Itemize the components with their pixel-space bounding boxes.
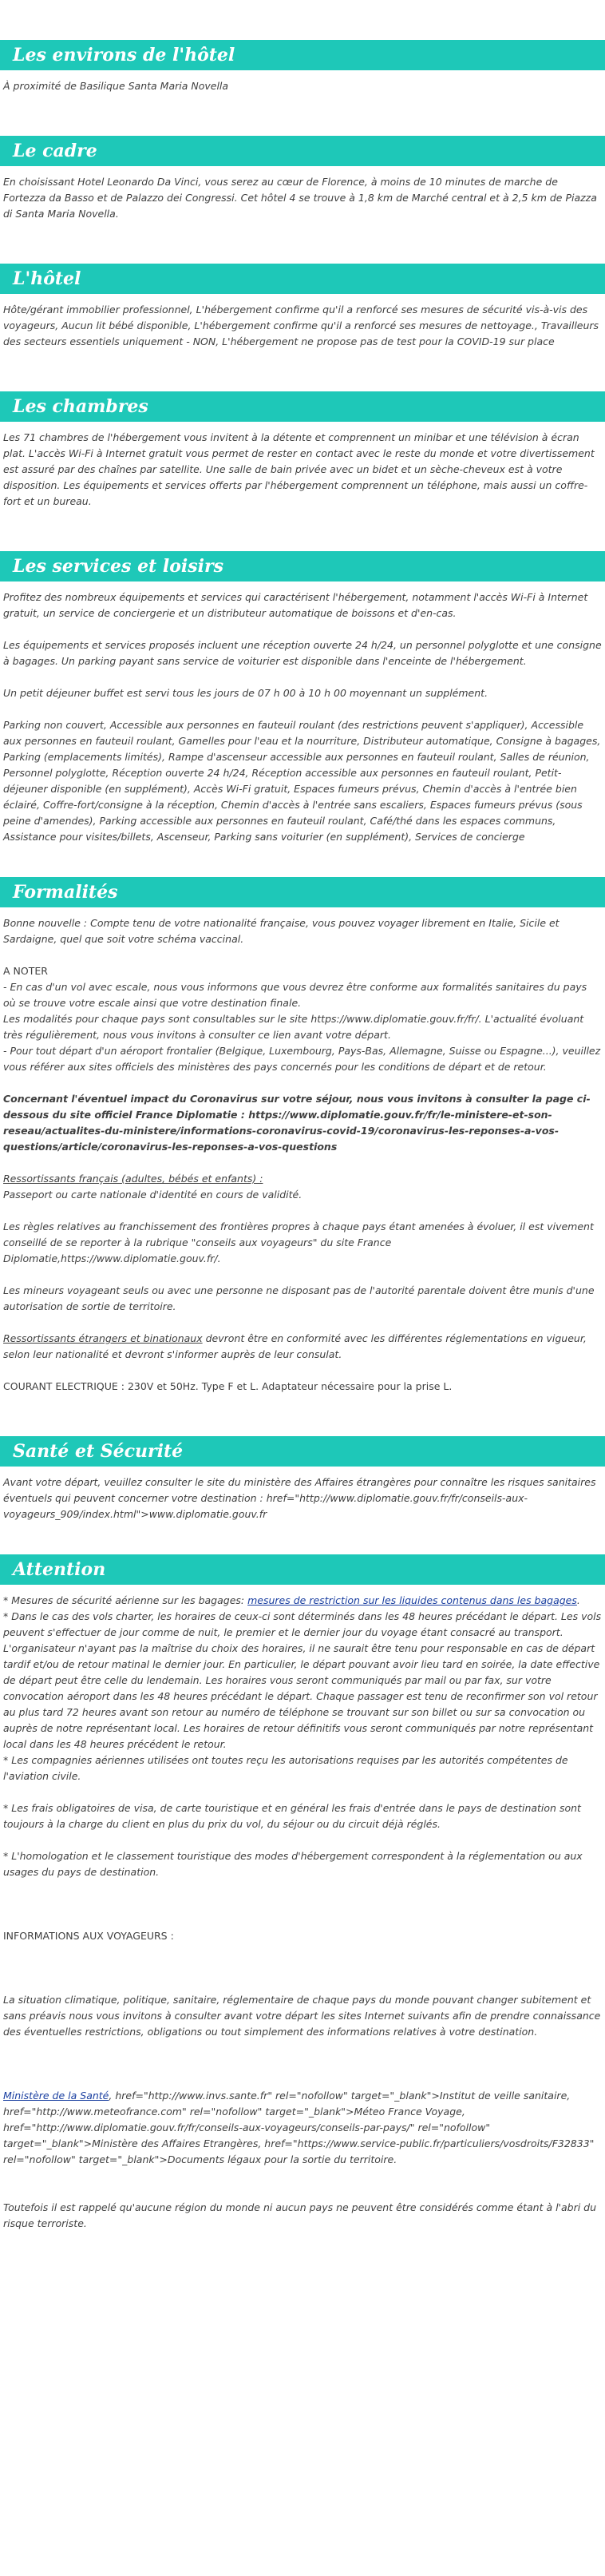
sante-text: Avant votre départ, veuillez consulter le site du ministère des Affaires étrangères pour connaître les risques sanitaires éventuels qui peuvent concerner votre destination : href="http://www.diplomatie.gouv.fr/fr/conseils-aux-voyageurs_909/index.html">www.diplomatie.gouv.fr <box>3 1476 596 1520</box>
ministere-rest: , href="http://www.invs.sante.fr" rel="nofollow" target="_blank">Institut de veille sanitaire, href="http://www.meteofrance.com" rel="nofollow" target="_blank">Méteo France Voyage, href="http://www.diplomatie.gouv.fr/fr/conseils-aux-voyageurs/conseils-par-pays/" rel="nofollow" target="_blank">Ministère des Affaires Etrangères, href="https://www.service-public.fr/particuliers/vosdroits/F32833" rel="nofollow" target="_blank">Documents légaux pour la sortie du territoire. <box>3 2090 595 2165</box>
section-body-environs <box>0 70 605 94</box>
section-title-chambres: Les chambres <box>0 391 605 422</box>
ministere-sante-link[interactable]: Ministère de la Santé <box>3 2090 109 2102</box>
environs-text: À proximité de Basilique Santa Maria Novella <box>3 80 229 92</box>
frontieres-paragraph: Les règles relatives au franchissement des frontières propres à chaque pays étant amenées à évoluer, il est vivement conseillé de se reporter à la rubrique "conseils aux voyageurs" du site France Diplomatie,https://www.diplomatie.gouv.fr/. <box>3 1221 594 1264</box>
section-body-services <box>0 581 605 845</box>
section-environs <box>0 0 605 94</box>
section-body-hotel <box>0 294 605 350</box>
bagages-restriction-link[interactable]: mesures de restriction sur les liquides contenus dans les bagages <box>247 1594 577 1606</box>
section-cadre <box>0 94 605 222</box>
section-title-hotel: L'hôtel <box>0 264 605 294</box>
section-sante <box>0 1395 605 1522</box>
section-body-sante <box>0 1467 605 1522</box>
section-body-attention <box>0 1585 605 2232</box>
ministere-paragraph <box>3 2088 602 2168</box>
section-body-cadre <box>0 166 605 222</box>
services-paragraph-4: Parking non couvert, Accessible aux personnes en fauteuil roulant (des restrictions peuvent s'appliquer), Accessible aux personnes en fauteuil roulant, Gamelles pour l'eau et la nourriture, Distributeur automatique, Consigne à bagages, Parking (emplacements limités), Rampe d'ascenseur accessible aux personnes en fauteuil roulant, Salles de réunion, Personnel polyglotte, Réception ouverte 24 h/24, Réception accessible aux personnes en fauteuil roulant, Petit-déjeuner disponible (en supplément), Accès Wi-Fi gratuit, Espaces fumeurs prévus, Chemin d'accès à l'entrée bien éclairé, Coffre-fort/consigne à la réception, Chemin d'accès à l'entrée sans escaliers, Espaces fumeurs prévus (sous peine d'amendes), Parking accessible aux personnes en fauteuil roulant, Café/thé dans les espaces communs, Assistance pour visites/billets, Ascenseur, Parking sans voiturier (en supplément), Services de concierge <box>3 719 601 843</box>
bagages-suffix: . <box>576 1594 580 1606</box>
services-paragraph-2: Les équipements et services proposés incluent une réception ouverte 24 h/24, un personnel polyglotte et une consigne à bagages. Un parking payant sans service de voiturier est disponible dans l'enceinte de l'hébergement. <box>3 639 602 667</box>
section-attention <box>0 1522 605 2232</box>
noter-line-1: - En cas d'un vol avec escale, nous vous informons que vous devrez être conforme aux formalités sanitaires du pays où se trouve votre escale ainsi que votre destination finale. <box>3 981 587 1009</box>
chambres-text: Les 71 chambres de l'hébergement vous invitent à la détente et comprennent un minibar et une télévision à écran plat. L'accès Wi-Fi à Internet gratuit vous permet de rester en contact avec le reste du monde et votre divertissement est assuré par des chaînes par satellite. Une salle de bain privée avec un bidet et un sèche-cheveux est à votre disposition. Les équipements et services offerts par l'hébergement comprennent un téléphone, mais aussi un coffre-fort et un bureau. <box>3 431 595 507</box>
charter-paragraph: * Dans le cas des vols charter, les horaires de ceux-ci sont déterminés dans les 48 heures précédant le départ. Les vols peuvent s'effectuer de jour comme de nuit, le premier et le dernier jour du voyage étant consacré au transport. L'organisateur n'ayant pas la maîtrise du choix des horaires, il ne saurait être tenu pour responsable en cas de départ tardif et/ou de retour matinal le dernier jour. En particulier, le départ pouvant avoir lieu tard en soirée, la date effective de départ peut être celle du lendemain. Les horaires vous seront communiqués par mail ou par fax, sur votre convocation aéroport dans les 48 heures précédant le départ. Chaque passager est tenu de reconfirmer son vol retour au plus tard 72 heures avant son retour au numéro de téléphone se trouvant sur son billet ou sur sa convocation ou auprès de notre représentant local. Les horaires de retour définitifs vous seront communiqués par notre représentant local dans les 48 heures précédent le retour. <box>3 1610 602 1750</box>
mineurs-paragraph: Les mineurs voyageant seuls ou avec une personne ne disposant pas de l'autorité parentale doivent être munis d'une autorisation de sortie de territoire. <box>3 1284 595 1312</box>
hotel-text: Hôte/gérant immobilier professionnel, L'hébergement confirme qu'il a renforcé ses mesures de sécurité vis-à-vis des voyageurs, Aucun lit bébé disponible, L'hébergement confirme qu'il a renforcé ses mesures de nettoyage., Travailleurs des secteurs essentiels uniquement - NON, L'hébergement ne propose pas de test pour la COVID-19 sur place <box>3 304 599 347</box>
noter-line-2: Les modalités pour chaque pays sont consultables sur le site https://www.diplomatie.gouv.fr/fr/. L'actualité évoluant très régulièrement, nous vous invitons à consulter ce lien avant votre départ. <box>3 1013 584 1041</box>
noter-block <box>3 963 602 1075</box>
ressortissants-francais-block <box>3 1171 602 1203</box>
covid-notice: Concernant l'éventuel impact du Coronavirus sur votre séjour, nous vous invitons à consulter la page ci-dessous du site officiel France Diplomatie : https://www.diplomatie.gouv.fr/fr/le-ministere-et-son-reseau/actualites-du-ministere/informations-coronavirus-covid-19/coronavirus-les-reponses-a-vos-questions/article/coronavirus-les-reponses-a-vos-questions <box>3 1093 591 1153</box>
ressortissants-francais-title: Ressortissants français (adultes, bébés et enfants) : <box>3 1173 263 1185</box>
situation-paragraph: La situation climatique, politique, sanitaire, réglementaire de chaque pays du monde pouvant changer subitement et sans préavis nous vous invitons à consulter avant votre départ les sites Internet suivants afin de prendre connaissance des éventuelles restrictions, obligations ou tout simplement des informations relatives à votre destination. <box>3 1994 601 2038</box>
ressortissants-etrangers-paragraph <box>3 1331 602 1363</box>
section-services <box>0 510 605 845</box>
homologation-paragraph: * L'homologation et le classement touristique des modes d'hébergement correspondent à la réglementation ou aux usages du pays de destination. <box>3 1850 583 1878</box>
cadre-text: En choisissant Hotel Leonardo Da Vinci, vous serez au cœur de Florence, à moins de 10 minutes de marche de Fortezza da Basso et de Palazzo dei Congressi. Cet hôtel 4 se trouve à 1,8 km de Marché central et à 2,5 km de Piazza di Santa Maria Novella. <box>3 176 597 220</box>
formalites-paragraph-1: Bonne nouvelle : Compte tenu de votre nationalité française, vous pouvez voyager librement en Italie, Sicile et Sardaigne, quel que soit votre schéma vaccinal. <box>3 917 560 945</box>
ressortissants-etrangers-title: Ressortissants étrangers et binationaux <box>3 1332 203 1344</box>
noter-line-3: - Pour tout départ d'un aéroport frontalier (Belgique, Luxembourg, Pays-Bas, Allemagne, Suisse ou Espagne...), veuillez vous référer aux sites officiels des ministères des pays concernés pour les conditions de départ et de retour. <box>3 1045 601 1073</box>
section-title-cadre: Le cadre <box>0 136 605 166</box>
frais-paragraph: * Les frais obligatoires de visa, de carte touristique et en général les frais d'entrée dans le pays de destination sont toujours à la charge du client en plus du prix du vol, du séjour ou du circuit déjà réglés. <box>3 1802 581 1830</box>
infos-voyageurs-title: INFORMATIONS AUX VOYAGEURS : <box>3 1930 174 1942</box>
section-title-sante: Santé et Sécurité <box>0 1436 605 1467</box>
section-title-services: Les services et loisirs <box>0 551 605 581</box>
services-paragraph-3: Un petit déjeuner buffet est servi tous les jours de 07 h 00 à 10 h 00 moyennant un supplément. <box>3 687 488 699</box>
section-title-formalites: Formalités <box>0 877 605 907</box>
ressortissants-francais-text: Passeport ou carte nationale d'identité en cours de validité. <box>3 1189 302 1201</box>
section-hotel <box>0 222 605 350</box>
bagages-line <box>3 1593 602 1609</box>
section-title-environs: Les environs de l'hôtel <box>0 40 605 70</box>
terrorisme-paragraph: Toutefois il est rappelé qu'aucune région du monde ni aucun pays ne peuvent être considérés comme étant à l'abri du risque terroriste. <box>3 2201 597 2229</box>
section-formalites <box>0 845 605 1395</box>
services-paragraph-1: Profitez des nombreux équipements et services qui caractérisent l'hébergement, notamment l'accès Wi-Fi à Internet gratuit, un service de conciergerie et un distributeur automatique de boissons et d'en-cas. <box>3 591 588 619</box>
bagages-prefix: * Mesures de sécurité aérienne sur les bagages: <box>3 1594 248 1606</box>
section-chambres <box>0 350 605 510</box>
section-body-formalites <box>0 907 605 1395</box>
noter-title: A NOTER <box>3 965 48 977</box>
section-title-attention: Attention <box>0 1554 605 1585</box>
ressortissants-etrangers-text: devront être en conformité avec les différentes réglementations en vigueur, selon leur nationalité et devront s'informer auprès de leur consulat. <box>3 1332 587 1360</box>
compagnies-paragraph: * Les compagnies aériennes utilisées ont toutes reçu les autorisations requises par les autorités compétentes de l'aviation civile. <box>3 1754 568 1782</box>
section-body-chambres <box>0 422 605 510</box>
courant-electrique: COURANT ELECTRIQUE : 230V et 50Hz. Type F et L. Adaptateur nécessaire pour la prise L. <box>3 1380 453 1392</box>
